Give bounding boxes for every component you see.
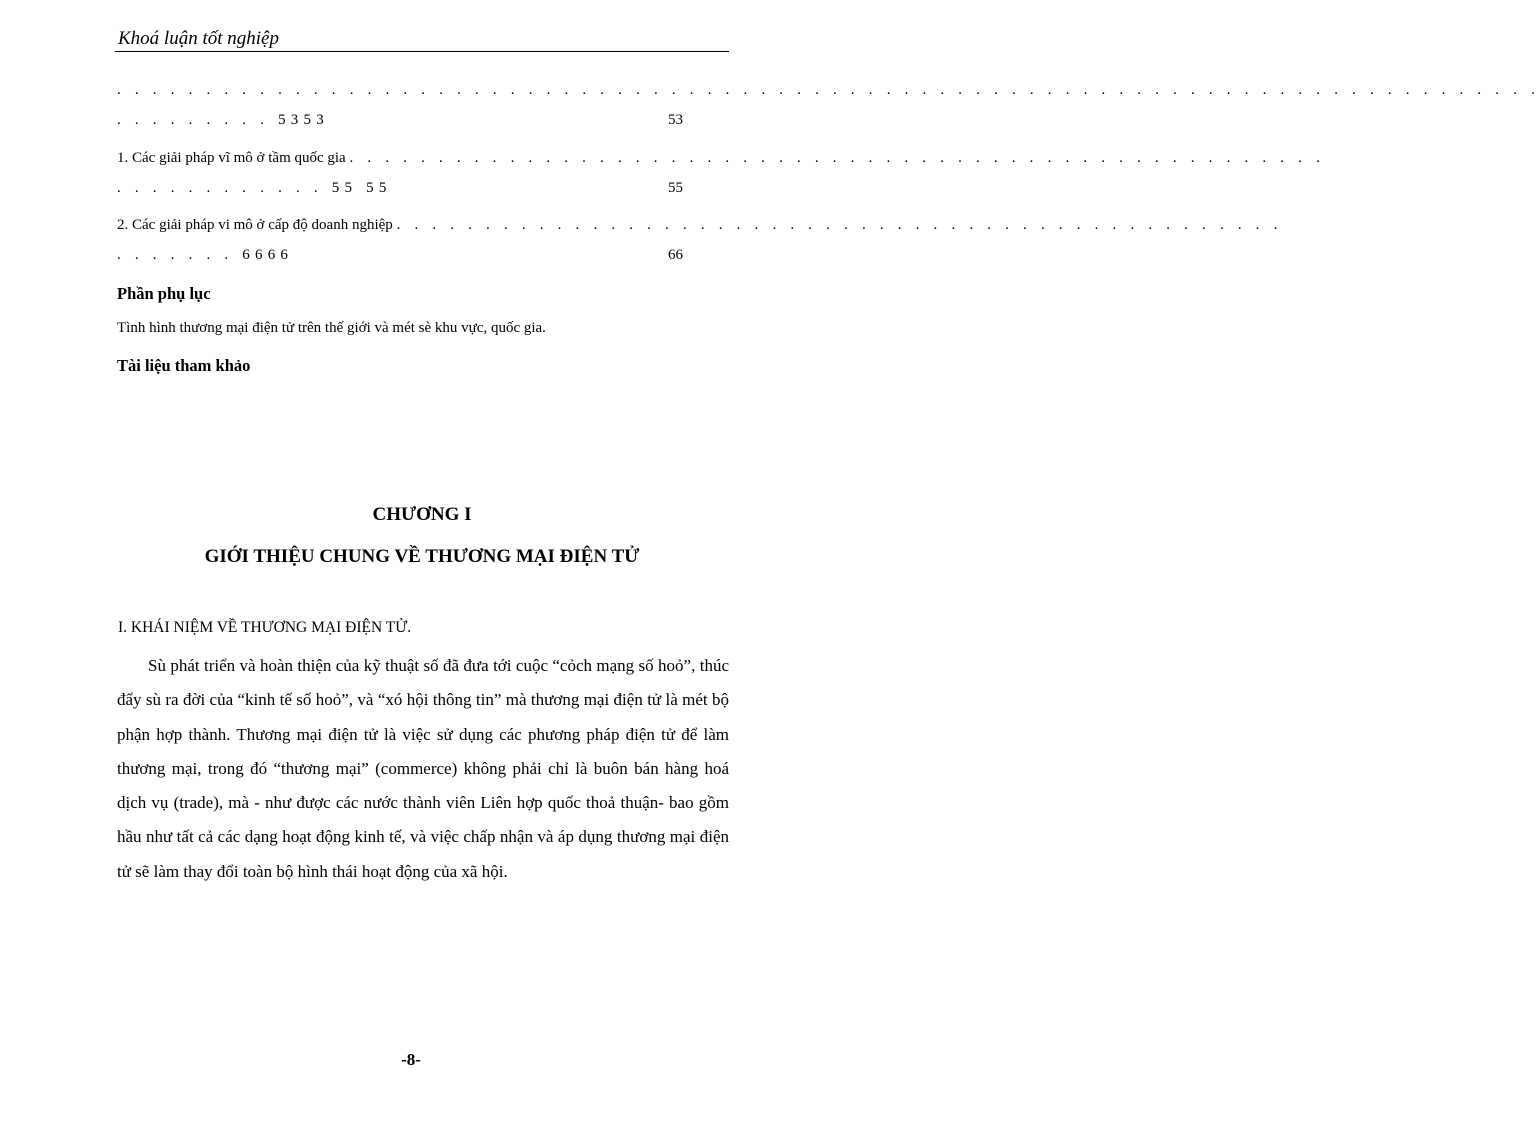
page-number: -8-: [401, 1050, 421, 1069]
toc-page-number: 66: [668, 247, 683, 263]
chapter-number: CHƯƠNG I: [372, 504, 472, 525]
toc-dot-leader: . . . . . . . . . . . . . . . . . . . . . . . . . . . . . . . . . . . . . . . . . . . . . . . . . . . . . . .: [349, 150, 1326, 166]
toc-dot-leader: . . . . . . . . . 5353: [117, 112, 329, 128]
body-paragraph: Sù phát triển và hoàn thiện của kỹ thuật số đã đưa tới cuộc “cỏch mạng số hoỏ”, thúc đẩy sù ra đời của “kinh tế số hoỏ”, và “xó hội thông tin” mà thương mại điện tử là mét bộ phận hợp thành. Thương mại điện tử là việc sử dụng các phương pháp điện tử để làm thương mại, trong đó “thương mại” (commerce) không phải chỉ là buôn bán hàng hoá dịch vụ (trade), mà - như được các nước thành viên Liên hợp quốc thoả thuận- bao gồm hầu như tất cả các dạng hoạt động kinh tế, và việc chấp nhận và áp dụng thương mại điện tử sẽ làm thay đổi toàn bộ hình thái hoạt động của xã hội.: [117, 656, 729, 881]
toc-dot-leader: . . . . . . . . . . . . 55 55: [117, 180, 392, 196]
toc-item-label: 2. Các giải pháp vi mô ở cấp độ doanh nghiệp: [117, 217, 393, 233]
toc-continuation-line: [117, 178, 392, 198]
toc-item: [117, 215, 1283, 235]
document-title: Khoá luận tốt nghiệp: [118, 28, 279, 49]
chapter-title: GIỚI THIỆU CHUNG VỀ THƯƠNG MẠI ĐIỆN TỬ: [204, 546, 640, 567]
toc-dot-leader: . . . . . . . . . . . . . . . . . . . . . . . . . . . . . . . . . . . . . . . . . . . . . . . . . .: [396, 217, 1283, 233]
header-divider: [115, 51, 729, 52]
toc-item-label: 1. Các giải pháp vĩ mô ở tầm quốc gia: [117, 150, 346, 166]
toc-continuation-line: [117, 110, 329, 130]
section-heading: I. KHÁI NIỆM VỀ THƯƠNG MẠI ĐIỆN TỬ.: [118, 619, 412, 636]
toc-continuation-line: [117, 245, 293, 265]
toc-dot-leader: . . . . . . . 6666: [117, 247, 294, 263]
references-heading: Tài liệu tham khảo: [117, 356, 251, 375]
appendix-heading: Phần phụ lục: [117, 284, 211, 303]
toc-item: [117, 148, 1326, 168]
toc-dot-leader: . . . . . . . . . . . . . . . . . . . . . . . . . . . . . . . . . . . . . . . . . . . . . . . . . . . . . . . . . . . . . . . . . . . . . . . . . . . . . . . .: [117, 82, 1540, 98]
toc-page-number: 53: [668, 112, 683, 128]
toc-page-number: 55: [668, 180, 683, 196]
appendix-description: Tình hình thương mại điện tử trên thế giới và mét sè khu vực, quốc gia.: [117, 320, 546, 336]
